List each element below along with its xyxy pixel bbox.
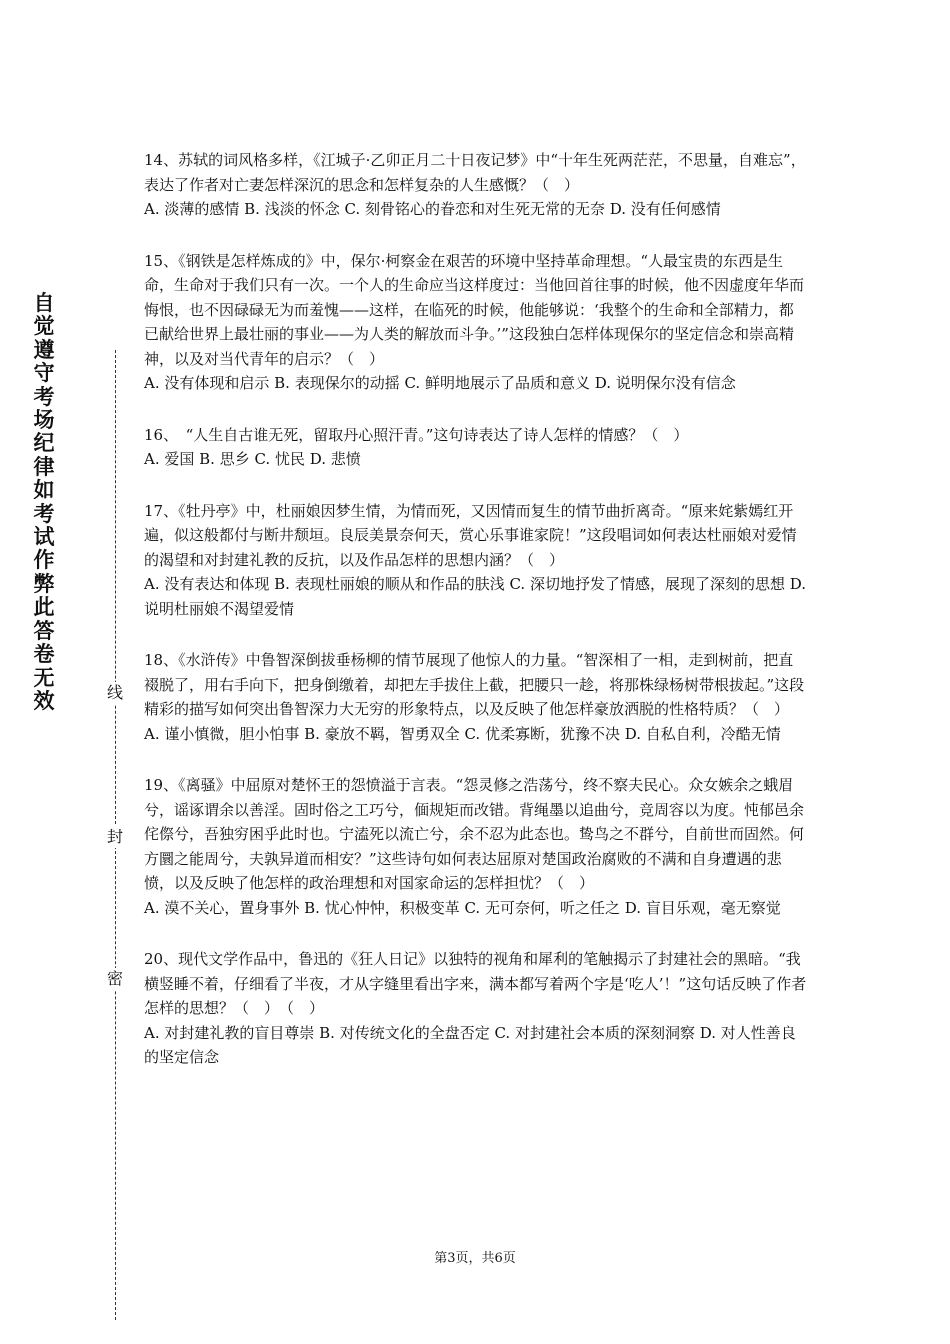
question-18: [144, 648, 808, 746]
question-text: 15、《钢铁是怎样炼成的》中，保尔·柯察金在艰苦的环境中坚持革命理想。“人最宝贵的东西是生命，生命对于我们只有一次。一个人的生命应当这样度过：当他回首往事的时候，他不因虚度年华而悔恨，也不因碌碌无为而羞愧——这样，在临死的时候，他能够说：‘我整个的生命和全部精力，都已献给世界上最壮丽的事业——为人类的解放而斗争。’”这段独白怎样体现保尔的坚定信念和崇高精神，以及对当代青年的启示？（ ）: [144, 251, 805, 368]
question-16: [144, 423, 808, 472]
question-list: [144, 148, 808, 1070]
question-text: 16、 “人生自古谁无死，留取丹心照汗青。”这句诗表达了诗人怎样的情感？（ ）: [144, 425, 689, 444]
question-options: A. 淡薄的感情 B. 浅淡的怀念 C. 刻骨铭心的眷恋和对生死无常的无奈 D. 没有任何感情: [144, 200, 721, 218]
question-14: [144, 148, 808, 222]
question-text: 20、现代文学作品中，鲁迅的《狂人日记》以独特的视角和犀利的笔触揭示了封建社会的黑暗。“我横竖睡不着，仔细看了半夜，才从字缝里看出字来，满本都写着两个字是‘吃人’！”这句话反映了作者怎样的思想？（ ） （ ）: [144, 950, 807, 1017]
binding-label-mi: 密: [104, 968, 126, 990]
question-17: [144, 499, 808, 622]
question-15: [144, 249, 808, 396]
question-text: 14、苏轼的词风格多样，《江城子·乙卯正月二十日夜记梦》中“十年生死两茫茫，不思量，自难忘”，表达了作者对亡妻怎样深沉的思念和怎样复杂的人生感慨？（ ）: [144, 151, 806, 194]
question-options: A. 没有表达和体现 B. 表现杜丽娘的顺从和作品的肤浅 C. 深切地抒发了情感，展现了深刻的思想 D. 说明杜丽娘不渴望爱情: [144, 575, 806, 618]
question-19: [144, 773, 808, 920]
question-options: A. 谨小慎微，胆小怕事 B. 豪放不羁，智勇双全 C. 优柔寡断，犹豫不决 D. 自私自利，冷酷无情: [144, 724, 781, 743]
binding-label-xian: 线: [104, 682, 126, 704]
question-text: 17、《牡丹亭》中，杜丽娘因梦生情，为情而死，又因情而复生的情节曲折离奇。“原来姹紫嫣红开遍，似这般都付与断井颓垣。良辰美景奈何天，赏心乐事谁家院！”这段唱词如何表达杜丽娘对爱情的渴望和对封建礼教的反抗，以及作品怎样的思想内涵？（ ）: [144, 501, 797, 569]
binding-label-feng: 封: [104, 826, 126, 848]
question-options: A. 对封建礼教的盲目尊崇 B. 对传统文化的全盘否定 C. 对封建社会本质的深刻洞察 D. 对人性善良的坚定信念: [144, 1023, 796, 1066]
question-text: 19、《离骚》中屈原对楚怀王的怨愤溢于言表。“怨灵修之浩荡兮，终不察夫民心。众女嫉余之蛾眉兮，谣诼谓余以善淫。固时俗之工巧兮，偭规矩而改错。背绳墨以追曲兮，竞周容以为度。忳郁邑余侘傺兮，吾独穷困乎此时也。宁溘死以流亡兮，余不忍为此态也。鸷鸟之不群兮，自前世而固然。何方圜之能周兮，夫孰异道而相安？”这些诗句如何表达屈原对楚国政治腐败的不满和自身遭遇的悲愤，以及反映了他怎样的政治理想和对国家命运的怎样担忧？（ ）: [144, 776, 805, 892]
exam-discipline-notice: 自觉遵守考场纪律如考试作弊此答卷无效: [33, 291, 55, 713]
question-options: A. 爱国 B. 思乡 C. 忧民 D. 悲愤: [144, 450, 361, 468]
question-options: A. 没有体现和启示 B. 表现保尔的动摇 C. 鲜明地展示了品质和意义 D. 说明保尔没有信念: [144, 374, 736, 392]
question-options: A. 漠不关心，置身事外 B. 忧心忡忡，积极变革 C. 无可奈何，听之任之 D. 盲目乐观，毫无察觉: [144, 898, 781, 917]
page-number: 第3页，共6页: [434, 1251, 516, 1266]
question-text: 18、《水浒传》中鲁智深倒拔垂杨柳的情节展现了他惊人的力量。“智深相了一相，走到树前，把直裰脱了，用右手向下，把身倒缴着，却把左手拔住上截，把腰只一趁，将那株绿杨树带根拔起。”这段精彩的描写如何突出鲁智深力大无穷的形象特点，以及反映了他怎样豪放洒脱的性格特质？（ ）: [144, 651, 805, 718]
question-20: [144, 947, 808, 1070]
